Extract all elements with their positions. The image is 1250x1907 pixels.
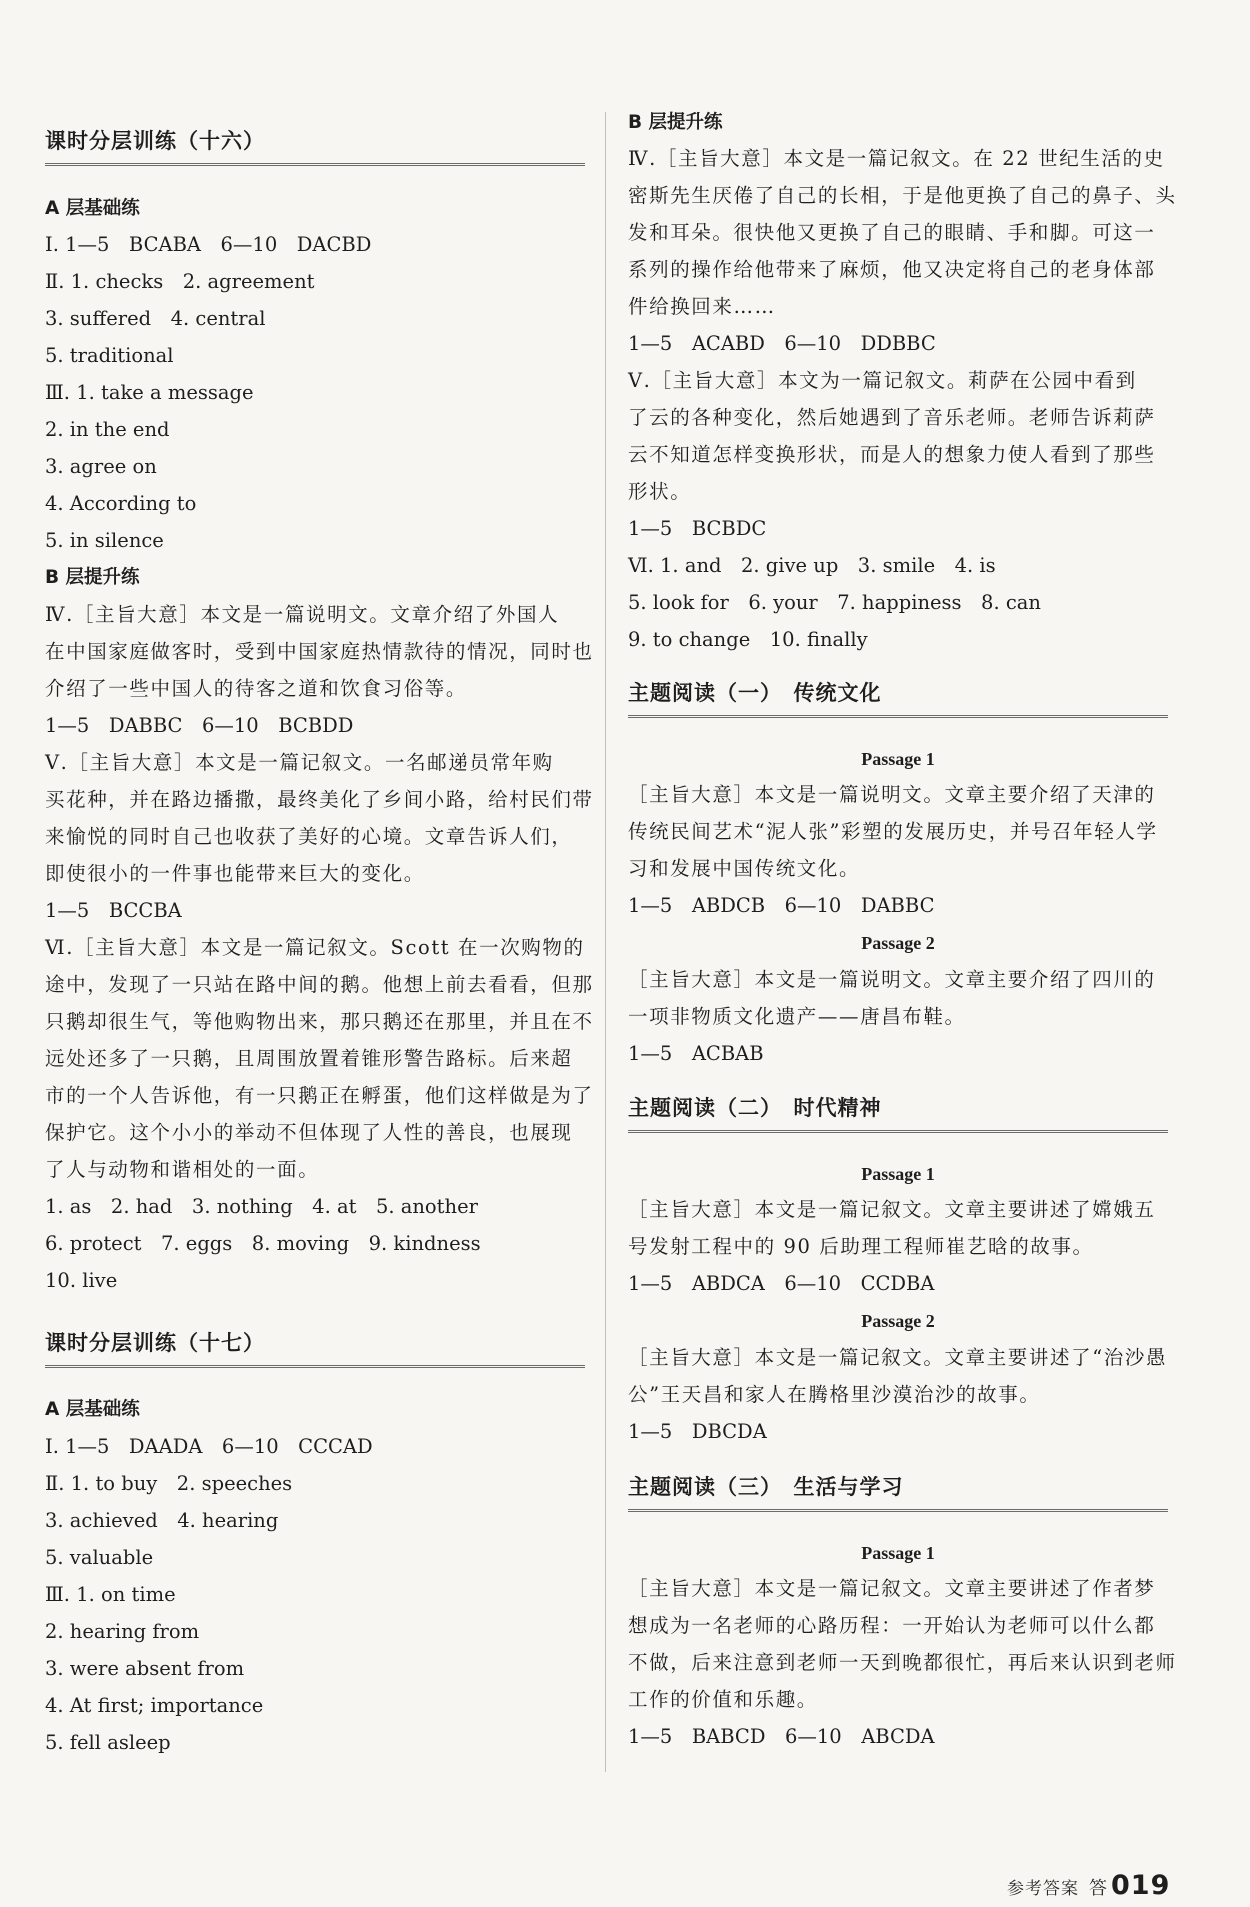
passage-label: Passage 2 [861, 1311, 935, 1331]
answer-line: 4. According to [45, 492, 197, 515]
summary-line: 件给换回来…… [628, 295, 776, 318]
answer-line: 1—5 BABCD 6—10 ABCDA [628, 1725, 935, 1748]
page-footer [1007, 1870, 1170, 1901]
summary-line: 习和发展中国传统文化。 [628, 857, 861, 880]
footer-answer-mark: 答 [1089, 1878, 1107, 1899]
answer-line: Ⅱ. 1. checks 2. agreement [45, 270, 315, 293]
page-number: 019 [1111, 1870, 1171, 1901]
summary-line: Ⅴ.［主旨大意］本文为一篇记叙文。莉萨在公园中看到 [628, 369, 1137, 392]
summary-line: 了人与动物和谐相处的一面。 [45, 1158, 320, 1181]
summary-line: 密斯先生厌倦了自己的长相，于是他更换了自己的鼻子、头 [628, 184, 1177, 207]
answer-line: 5. look for 6. your 7. happiness 8. can [628, 591, 1041, 614]
answer-line: 1—5 DBCDA [628, 1420, 767, 1443]
summary-line: 发和耳朵。很快他又更换了自己的眼睛、手和脚。可这一 [628, 221, 1156, 244]
summary-line: 介绍了一些中国人的待客之道和饮食习俗等。 [45, 677, 468, 700]
summary-line: 只鹅却很生气，等他购物出来，那只鹅还在那里，并且在不 [45, 1010, 594, 1033]
answer-line: 1—5 ABDCA 6—10 CCDBA [628, 1272, 935, 1295]
summary-line: 想成为一名老师的心路历程：一开始认为老师可以什么都 [628, 1614, 1156, 1637]
summary-line: 号发射工程中的 90 后助理工程师崔艺晗的故事。 [628, 1235, 1094, 1258]
summary-line: 公”王天昌和家人在腾格里沙漠治沙的故事。 [628, 1383, 1041, 1406]
answer-line: Ⅰ. 1—5 BCABA 6—10 DACBD [45, 233, 372, 256]
summary-line: 远处还多了一只鹅，且周围放置着锥形警告路标。后来超 [45, 1047, 573, 1070]
summary-line: ［主旨大意］本文是一篇说明文。文章主要介绍了四川的 [628, 968, 1156, 991]
answer-line: 1—5 BCCBA [45, 899, 182, 922]
summary-line: 即使很小的一件事也能带来巨大的变化。 [45, 862, 425, 885]
summary-line: 一项非物质文化遗产——唐昌布鞋。 [628, 1005, 966, 1028]
summary-line: Ⅴ.［主旨大意］本文是一篇记叙文。一名邮递员常年购 [45, 751, 554, 774]
answer-line: 2. hearing from [45, 1620, 200, 1643]
section-title-lesson-17: 课时分层训练（十七） [45, 1326, 585, 1368]
passage-label: Passage 2 [861, 933, 935, 953]
summary-line: 工作的价值和乐趣。 [628, 1688, 818, 1711]
summary-line: 了云的各种变化，然后她遇到了音乐老师。老师告诉莉萨 [628, 406, 1156, 429]
summary-line: 云不知道怎样变换形状，而是人的想象力使人看到了那些 [628, 443, 1156, 466]
summary-line: 传统民间艺术“泥人张”彩塑的发展历史，并号召年轻人学 [628, 820, 1158, 843]
answer-line: 9. to change 10. finally [628, 628, 868, 651]
summary-line: 不做，后来注意到老师一天到晚都很忙，再后来认识到老师 [628, 1651, 1177, 1674]
summary-line: 在中国家庭做客时，受到中国家庭热情款待的情况，同时也 [45, 640, 594, 663]
summary-line: 买花种，并在路边播撒，最终美化了乡间小路，给村民们带 [45, 788, 594, 811]
answer-line: 1—5 ABDCB 6—10 DABBC [628, 894, 935, 917]
summary-line: 系列的操作给他带来了麻烦，他又决定将自己的老身体部 [628, 258, 1156, 281]
answer-line: 3. agree on [45, 455, 157, 478]
sub-heading-a-level: A 层基础练 [45, 198, 140, 219]
answer-line: Ⅲ. 1. take a message [45, 381, 254, 404]
summary-line: Ⅳ.［主旨大意］本文是一篇记叙文。在 22 世纪生活的史 [628, 147, 1165, 170]
answer-line: Ⅱ. 1. to buy 2. speeches [45, 1472, 293, 1495]
answer-line: Ⅰ. 1—5 DAADA 6—10 CCCAD [45, 1435, 373, 1458]
answer-line: Ⅵ. 1. and 2. give up 3. smile 4. is [628, 554, 996, 577]
summary-line: ［主旨大意］本文是一篇说明文。文章主要介绍了天津的 [628, 783, 1156, 806]
answer-line: 5. in silence [45, 529, 164, 552]
footer-label: 参考答案 [1007, 1879, 1079, 1899]
passage-label: Passage 1 [861, 1164, 935, 1184]
answer-line: 5. traditional [45, 344, 174, 367]
section-title-theme-1: 主题阅读（一） 传统文化 [628, 676, 1168, 718]
answer-line: 5. fell asleep [45, 1731, 171, 1754]
section-title-theme-2: 主题阅读（二） 时代精神 [628, 1091, 1168, 1133]
answer-line: 1—5 DABBC 6—10 BCBDD [45, 714, 354, 737]
answer-line: 3. suffered 4. central [45, 307, 266, 330]
sub-heading-a-level: A 层基础练 [45, 1399, 140, 1420]
answer-line: 4. At first; importance [45, 1694, 264, 1717]
column-divider [605, 112, 606, 1772]
answer-line: Ⅲ. 1. on time [45, 1583, 176, 1606]
answer-line: 6. protect 7. eggs 8. moving 9. kindness [45, 1232, 481, 1255]
passage-label: Passage 1 [861, 749, 935, 769]
answer-line: 3. were absent from [45, 1657, 245, 1680]
answer-line: 1. as 2. had 3. nothing 4. at 5. another [45, 1195, 478, 1218]
summary-line: ［主旨大意］本文是一篇记叙文。文章主要讲述了作者梦 [628, 1577, 1156, 1600]
section-title-lesson-16: 课时分层训练（十六） [45, 124, 585, 166]
summary-line: 途中，发现了一只站在路中间的鹅。他想上前去看看，但那 [45, 973, 594, 996]
answer-line: 1—5 ACABD 6—10 DDBBC [628, 332, 936, 355]
summary-line: ［主旨大意］本文是一篇记叙文。文章主要讲述了“治沙愚 [628, 1346, 1168, 1369]
answer-line: 3. achieved 4. hearing [45, 1509, 279, 1532]
passage-label: Passage 1 [861, 1543, 935, 1563]
summary-line: 保护它。这个小小的举动不但体现了人性的善良，也展现 [45, 1121, 573, 1144]
summary-line: 来愉悦的同时自己也收获了美好的心境。文章告诉人们， [45, 825, 573, 848]
summary-line: ［主旨大意］本文是一篇记叙文。文章主要讲述了嫦娥五 [628, 1198, 1156, 1221]
answer-line: 2. in the end [45, 418, 170, 441]
sub-heading-b-level: B 层提升练 [45, 567, 140, 588]
summary-line: 形状。 [628, 480, 692, 503]
answer-line: 10. live [45, 1269, 118, 1292]
answer-line: 1—5 BCBDC [628, 517, 767, 540]
answer-line: 5. valuable [45, 1546, 154, 1569]
summary-line: Ⅳ.［主旨大意］本文是一篇说明文。文章介绍了外国人 [45, 603, 560, 626]
summary-line: Ⅵ.［主旨大意］本文是一篇记叙文。Scott 在一次购物的 [45, 936, 585, 959]
summary-line: 市的一个人告诉他，有一只鹅正在孵蛋，他们这样做是为了 [45, 1084, 594, 1107]
sub-heading-b-level: B 层提升练 [628, 112, 723, 133]
answer-line: 1—5 ACBAB [628, 1042, 764, 1065]
section-title-theme-3: 主题阅读（三） 生活与学习 [628, 1470, 1168, 1512]
